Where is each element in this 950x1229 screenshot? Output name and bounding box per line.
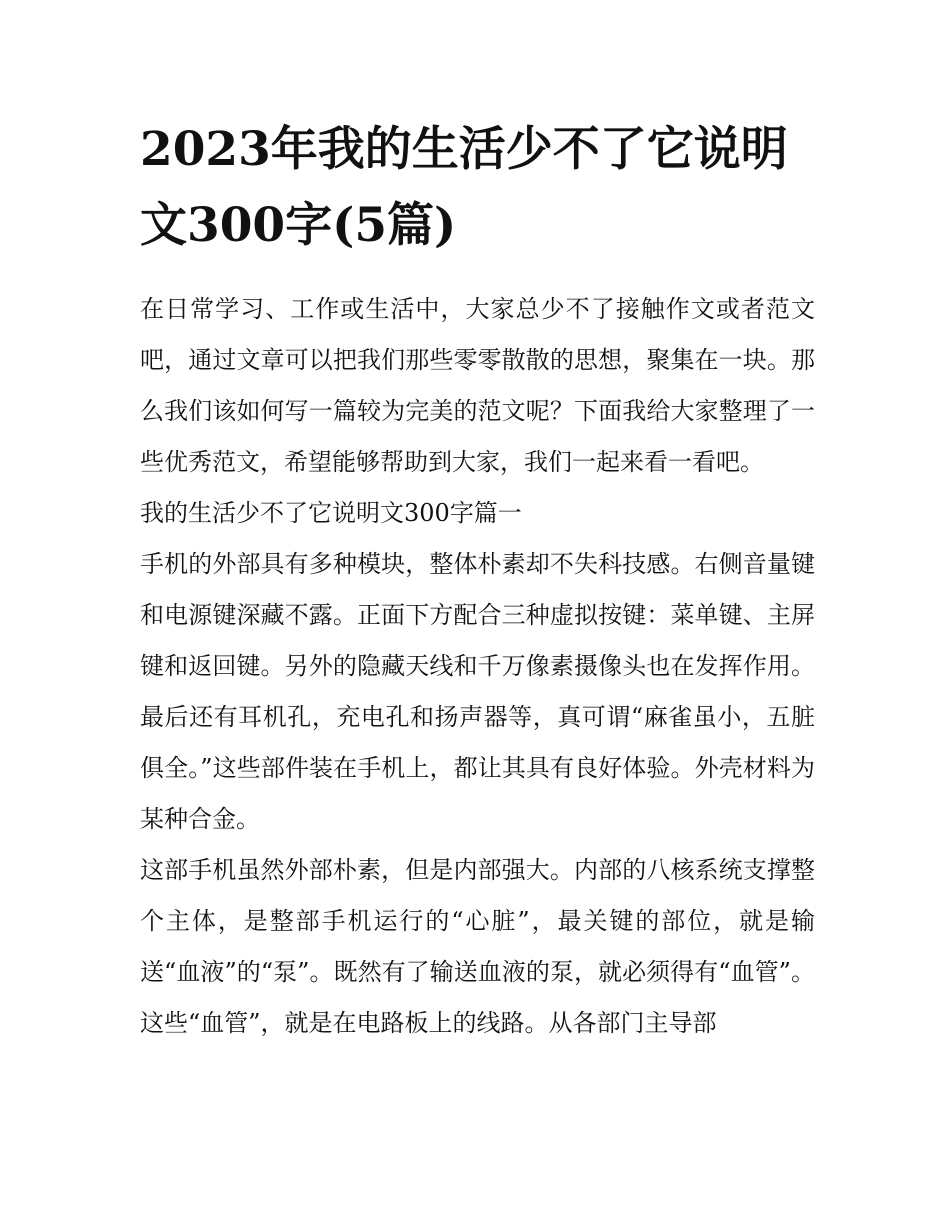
document-page: [140, 112, 815, 1049]
document-title: 2023年我的生活少不了它说明文300字(5篇): [140, 122, 788, 253]
section-heading: 我的生活少不了它说明文300字篇一: [140, 499, 522, 527]
body-paragraph-2: 这部手机虽然外部朴素，但是内部强大。内部的八核系统支撑整个主体，是整部手机运行的“心脏”，最关键的部位，就是输送“血液”的“泵”。既然有了输送血液的泵，就必须得有“血管”。这些“血管”，就是在电路板上的线路。从各部门主导部: [140, 856, 815, 1037]
body-paragraph-1: 手机的外部具有多种模块，整体朴素却不失科技感。右侧音量键和电源键深藏不露。正面下方配合三种虚拟按键：菜单键、主屏键和返回键。另外的隐藏天线和千万像素摄像头也在发挥作用。最后还有耳机孔，充电孔和扬声器等，真可谓“麻雀虽小，五脏俱全。”这些部件装在手机上，都让其具有良好体验。外壳材料为某种合金。: [140, 550, 815, 833]
intro-paragraph: 在日常学习、工作或生活中，大家总少不了接触作文或者范文吧，通过文章可以把我们那些零零散散的思想，聚集在一块。那么我们该如何写一篇较为完美的范文呢？下面我给大家整理了一些优秀范文，希望能够帮助到大家，我们一起来看一看吧。: [140, 295, 815, 476]
